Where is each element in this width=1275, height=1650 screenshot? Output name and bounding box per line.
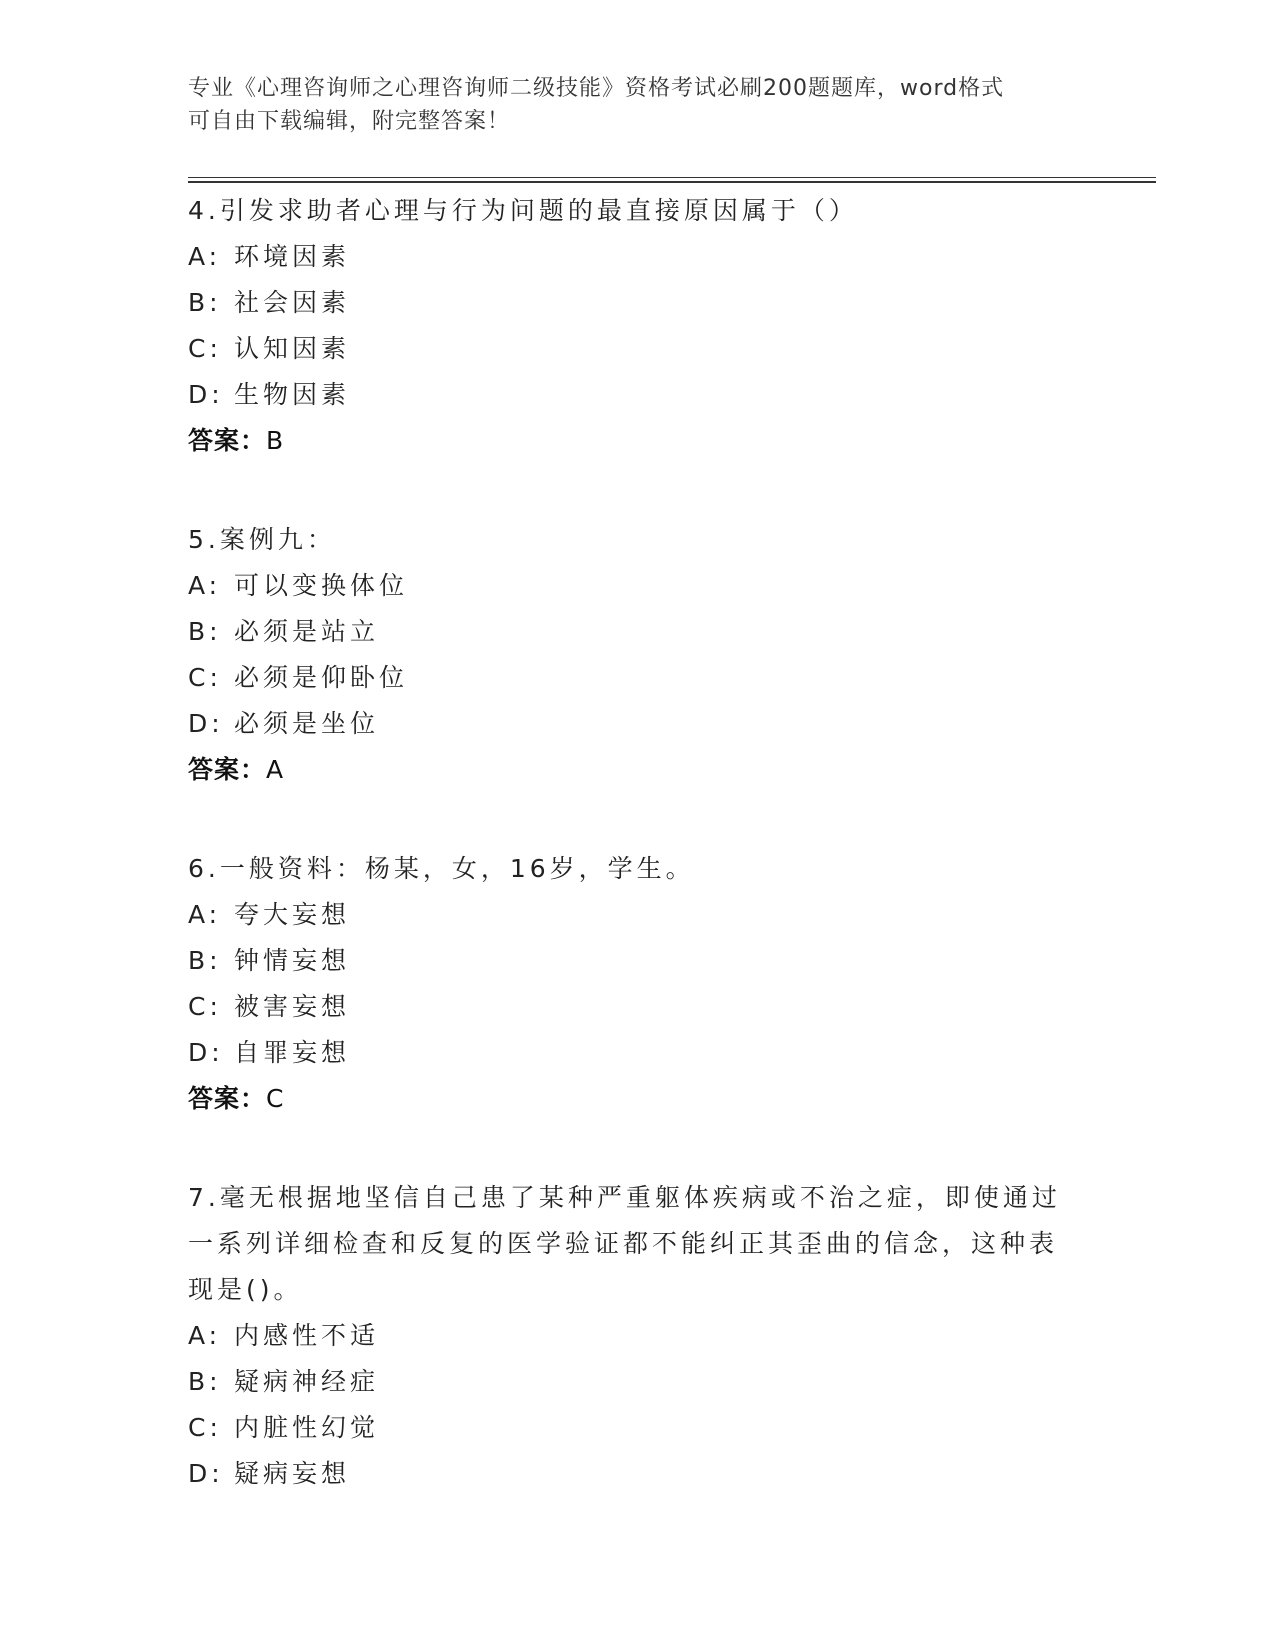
answer-line — [188, 747, 1088, 793]
option-text: 可以变换体位 — [234, 571, 409, 600]
answer-value: B — [266, 426, 285, 455]
header-line-2: 可自由下载编辑，附完整答案！ — [188, 109, 511, 134]
option-text: 疑病妄想 — [234, 1459, 351, 1488]
question-number: 4. — [188, 196, 220, 225]
question-stem-text: 引发求助者心理与行为问题的最直接原因属于（） — [219, 196, 858, 225]
question-stem — [188, 846, 1088, 892]
question-number: 5. — [188, 525, 220, 554]
answer-label: 答案： — [188, 755, 267, 784]
option-letter: A: — [188, 1321, 222, 1350]
option-letter: A: — [188, 571, 222, 600]
option-row — [188, 938, 1088, 984]
option-row — [188, 655, 1088, 701]
option-letter: C: — [188, 334, 222, 363]
header-divider-thick — [188, 181, 1156, 183]
answer-label: 答案： — [188, 426, 267, 455]
answer-label: 答案： — [188, 1084, 267, 1113]
option-row — [188, 1359, 1088, 1405]
option-text: 必须是坐位 — [234, 709, 380, 738]
question-stem — [188, 517, 1088, 563]
option-letter: D: — [188, 380, 224, 409]
option-text: 被害妄想 — [234, 992, 351, 1021]
header-divider-thin — [188, 177, 1156, 178]
answer-line — [188, 1076, 1088, 1122]
option-text: 必须是仰卧位 — [234, 663, 409, 692]
option-text: 必须是站立 — [234, 617, 380, 646]
option-letter: C: — [188, 992, 222, 1021]
answer-value: C — [266, 1084, 285, 1113]
option-text: 生物因素 — [234, 380, 351, 409]
option-letter: A: — [188, 242, 222, 271]
question-item — [188, 1175, 1088, 1497]
option-letter: D: — [188, 1038, 224, 1067]
option-row — [188, 701, 1088, 747]
option-row — [188, 1451, 1088, 1497]
question-stem-text: 案例九： — [219, 525, 336, 554]
header-line-1: 专业《心理咨询师之心理咨询师二级技能》资格考试必刷200题题库，word格式 — [188, 76, 1005, 101]
option-row — [188, 1313, 1088, 1359]
option-text: 内感性不适 — [234, 1321, 380, 1350]
question-stem — [188, 188, 1088, 234]
question-item — [188, 846, 1088, 1122]
question-stem-text: 一般资料：杨某，女，16岁，学生。 — [219, 854, 695, 883]
option-row — [188, 1030, 1088, 1076]
question-stem — [188, 1175, 1088, 1221]
option-row — [188, 984, 1088, 1030]
option-text: 环境因素 — [234, 242, 351, 271]
option-text: 社会因素 — [234, 288, 351, 317]
question-stem-text: 现是()。 — [188, 1275, 303, 1304]
question-item — [188, 188, 1088, 464]
option-row — [188, 563, 1088, 609]
option-row — [188, 1405, 1088, 1451]
question-stem-text: 一系列详细检查和反复的医学验证都不能纠正其歪曲的信念，这种表 — [188, 1229, 1059, 1258]
option-row — [188, 280, 1088, 326]
option-text: 认知因素 — [234, 334, 351, 363]
question-number: 7. — [188, 1183, 220, 1212]
option-row — [188, 234, 1088, 280]
question-list — [188, 188, 1088, 1550]
option-row — [188, 609, 1088, 655]
question-stem-continuation — [188, 1267, 1088, 1313]
answer-value: A — [266, 755, 285, 784]
question-number: 6. — [188, 854, 220, 883]
option-letter: B: — [188, 1367, 222, 1396]
option-letter: B: — [188, 617, 222, 646]
option-letter: D: — [188, 709, 224, 738]
option-letter: C: — [188, 663, 222, 692]
option-letter: A: — [188, 900, 222, 929]
option-text: 夸大妄想 — [234, 900, 351, 929]
answer-line — [188, 418, 1088, 464]
option-text: 自罪妄想 — [234, 1038, 351, 1067]
option-letter: B: — [188, 288, 222, 317]
option-text: 钟情妄想 — [234, 946, 351, 975]
option-letter: D: — [188, 1459, 224, 1488]
option-text: 疑病神经症 — [234, 1367, 380, 1396]
option-letter: B: — [188, 946, 222, 975]
option-row — [188, 372, 1088, 418]
option-letter: C: — [188, 1413, 222, 1442]
option-row — [188, 892, 1088, 938]
option-text: 内脏性幻觉 — [234, 1413, 380, 1442]
question-stem-text: 毫无根据地坚信自己患了某种严重躯体疾病或不治之症，即使通过 — [219, 1183, 1061, 1212]
question-stem-continuation — [188, 1221, 1088, 1267]
question-item — [188, 517, 1088, 793]
document-header — [188, 72, 1068, 138]
option-row — [188, 326, 1088, 372]
